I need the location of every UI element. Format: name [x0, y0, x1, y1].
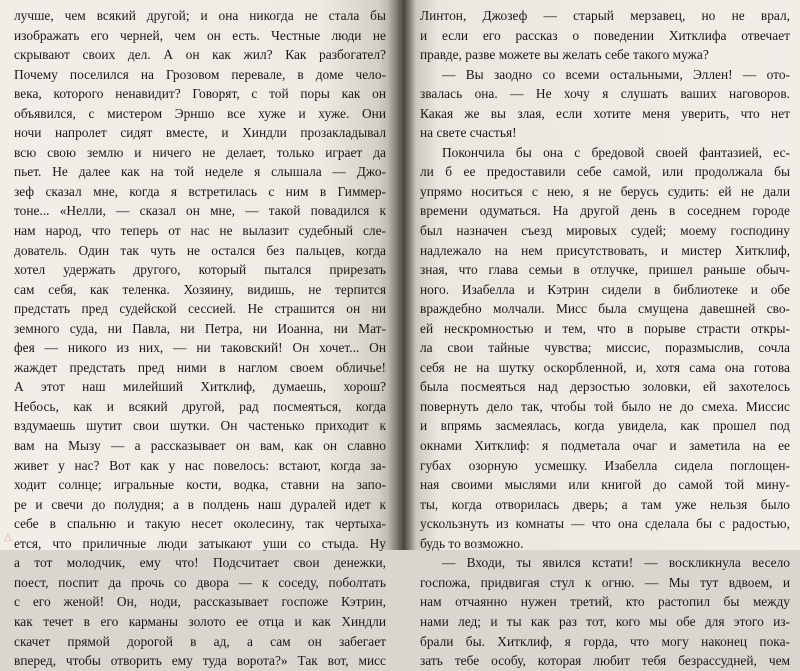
- text-line: себе в спальню и такую несет околесину, так чертыха-: [14, 516, 386, 532]
- text-line: ного. Изабелла и Кэтрин сидели в библиотеке и обе: [420, 281, 790, 297]
- text-line: будь то возможно.: [420, 535, 524, 551]
- text-line: объявился, с мистером Эрншо все хуже и хуже. Они: [14, 105, 386, 121]
- text-line: вперед, чтобы отворить ему туда ворота?» Так вот, мисс: [14, 653, 386, 669]
- text-line: сам себя, как теленка. Хозяину, видишь, не терпится: [14, 281, 386, 297]
- text-line: тоне... «Нелли, — сказал он мне, — такой повадился к: [14, 203, 386, 219]
- text-line: нам отчаянно нужен третий, кто растопил бы между: [420, 594, 790, 610]
- text-line: всю свою землю и ничего не делает, только играет да: [14, 144, 386, 160]
- text-line: враждебно молчали. Мисс была смущена давешней сво-: [420, 301, 790, 317]
- text-line: на свете счастья!: [420, 125, 517, 141]
- text-line: зеф сказал мне, когда я встретилась с ним в Гиммер-: [14, 183, 386, 199]
- corner-mark-icon: △: [4, 532, 12, 544]
- text-line: ускользнуть из комнаты — что она сделала бы с радостью,: [420, 516, 790, 532]
- text-line: а тот молодчик, ему что! Подсчитает свои денежки,: [14, 555, 386, 571]
- text-line: был назначен съезд мировых судей; моему господину: [420, 223, 790, 239]
- text-line: Небось, как и всякий другой, рад посмеяться, когда: [14, 398, 386, 414]
- text-line: себя не на шутку оскорбленной, и, хотя сама она готова: [420, 359, 790, 375]
- text-line: хотел удержать другого, который пытался прирезать: [14, 262, 386, 278]
- text-line: ли б ее предоставили себе самой, или продолжала бы: [420, 164, 790, 180]
- text-line: поест, поспит да прочь со двора — к соседу, поболтать: [14, 574, 386, 590]
- text-line: нами лед; и ты как раз тот, кого мы обе для этого из-: [420, 613, 790, 629]
- text-line: с его женой! Он, ноди, рассказывает госпоже Кэтрин,: [14, 594, 386, 610]
- text-line: дователь. Один так чуть не остался без пальцев, когда: [14, 242, 386, 258]
- text-line: века, которого ненавидит? Говорят, с той поры как он: [14, 86, 386, 102]
- text-line: упрямо носиться с нею, я не берусь судить: ей не дали: [420, 183, 790, 199]
- right-page: [398, 0, 800, 669]
- text-line: ты, когда отворилась дверь; а там уже нельзя было: [420, 496, 790, 512]
- text-line: скрывают своих дел. А он как жил? Как разбогател?: [14, 47, 386, 63]
- text-line: А этот наш милейший Хитклиф, думаешь, хорош?: [14, 379, 386, 395]
- text-line: и впрямь засмеялась, когда увидела, как прошел под: [420, 418, 790, 434]
- text-line: правде, разве можете вы желать себе такого мужа?: [420, 47, 709, 63]
- text-line: скачет прямой дорогой в ад, а сам он забегает: [14, 633, 386, 649]
- text-line: надлежало на нем присутствовать, и мистер Хитклиф,: [420, 242, 790, 258]
- text-line: вам на Мызу — а рассказывает он вам, как он славно: [14, 438, 386, 454]
- text-line: — Вы заодно со всеми остальными, Эллен! — ото-: [442, 66, 790, 82]
- text-line: земного суда, ни Павла, ни Петра, ни Иоанна, ни Мат-: [14, 320, 386, 336]
- text-line: времени одуматься. На другой день в соседнем городе: [420, 203, 790, 219]
- text-line: вздумаешь шутит свои шутки. Он частенько приходит к: [14, 418, 386, 434]
- text-line: Покончила бы она с бредовой своей фантазией, ес-: [442, 144, 790, 160]
- text-line: ходит солнце; игральные кости, водка, ставни на запо-: [14, 477, 386, 493]
- text-line: звалась она. — Не хочу я слушать ваших наговоров.: [420, 86, 790, 102]
- text-line: окнами Хитклиф: я подметала очаг и заметила на ее: [420, 438, 790, 454]
- text-line: была посмеяться над дерзостью золовки, ей захотелось: [420, 379, 790, 395]
- text-line: госпожа, придвигая стул к огню. — Мы тут вдвоем, и: [420, 574, 790, 590]
- text-line: фея — никого из них, — ни таковский! Он хочет... Он: [14, 340, 386, 356]
- text-line: пьет. Не далее как на той неделе я слышала — Джо-: [14, 164, 386, 180]
- text-line: жаждет предстать пред ними в наглом своем обличье!: [14, 359, 386, 375]
- left-page: [0, 0, 398, 669]
- text-line: — Входи, ты явился кстати! — воскликнула весело: [442, 555, 790, 571]
- text-line: как течет в его карманы золото ее отца и как Хиндли: [14, 613, 386, 629]
- text-line: изображать его черней, чем он есть. Честные люди не: [14, 27, 386, 43]
- text-line: ется, что приличные люди затыкают уши со стыда. Ну: [14, 535, 386, 551]
- text-line: ей нескромностью и тем, что в порыве страсти откры-: [420, 320, 790, 336]
- text-line: ная своими мыслями или книгой до самой той мину-: [420, 477, 790, 493]
- text-line: Какая же вы злая, если хотите меня уверить, что нет: [420, 105, 790, 121]
- text-line: ре и свечи до полудня; а в полдень наш дуралей идет к: [14, 496, 386, 512]
- text-line: предстать пред судейской сессией. Не страшится он ни: [14, 301, 386, 317]
- text-line: зная, что глава семьи в отлучке, пришел раньше обыч-: [420, 262, 790, 278]
- text-line: Почему поселился на Грозовом перевале, в доме чело-: [14, 66, 386, 82]
- text-line: губах озорную усмешку. Изабелла сидела поглощен-: [420, 457, 790, 473]
- text-line: ночи напролет сидят вместе, и Хиндли прозакладывал: [14, 125, 386, 141]
- text-line: и если его рассказ о поведении Хитклифа отвечает: [420, 27, 790, 43]
- text-line: лучше, чем всякий другой; и она никогда не стала бы: [14, 8, 386, 23]
- text-line: ла свои тайные чувства; миссис, поразмыслив, сочла: [420, 340, 790, 356]
- text-line: Линтон, Джозеф — старый мерзавец, но не врал,: [420, 8, 790, 23]
- text-line: нам народ, что теперь от нас не вылазит судебный сле-: [14, 223, 386, 239]
- text-line: повернуть дело так, чтобы той было не до смеха. Миссис: [420, 398, 790, 414]
- text-line: зать тебе особу, которая любит тебя безрассудней, чем: [420, 653, 790, 669]
- text-line: брали бы. Хитклиф, я горда, что могу наконец пока-: [420, 633, 790, 649]
- text-line: живет у нас? Вот как у нас повелось: встают, когда за-: [14, 457, 386, 473]
